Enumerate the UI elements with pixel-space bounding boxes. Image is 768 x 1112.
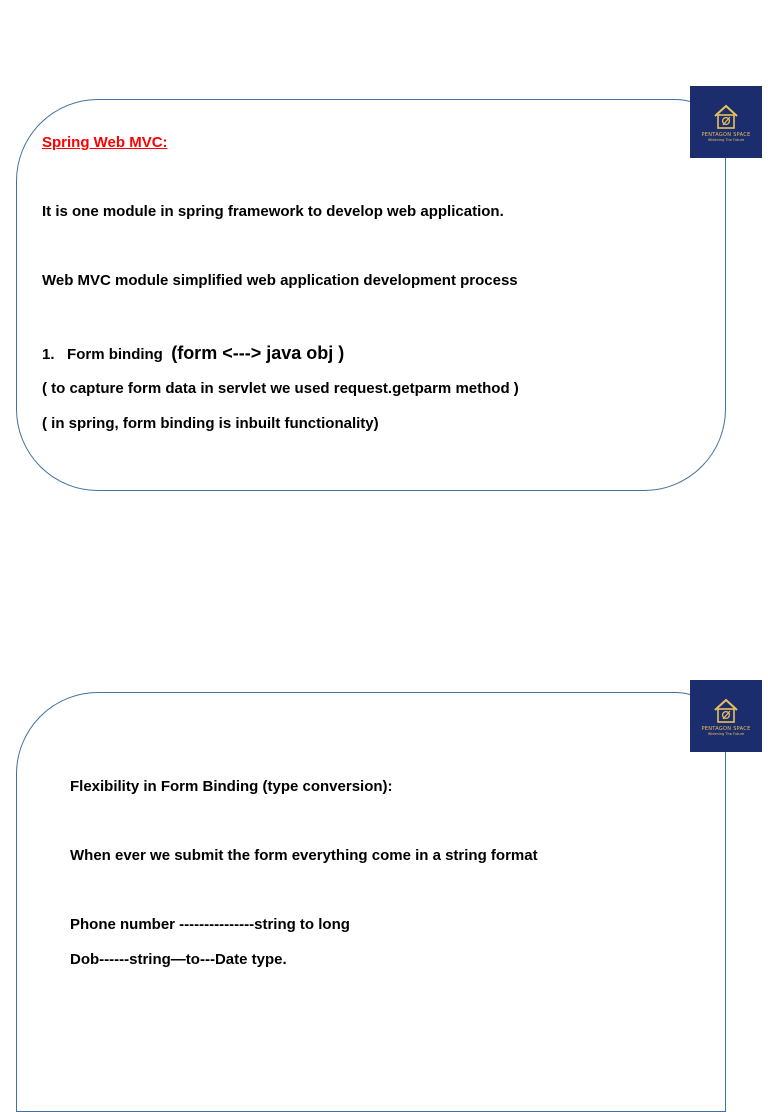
slide1-heading: Spring Web MVC:: [42, 134, 168, 151]
logo-tagline: Widening The Future: [707, 137, 745, 142]
slide1-line1: It is one module in spring framework to develop web application.: [42, 203, 504, 220]
slide1-line2: Web MVC module simplified web application development process: [42, 272, 518, 289]
slide-2: [16, 692, 726, 1112]
logo-name: PENTAGON SPACE: [701, 725, 751, 732]
pentagon-space-logo: [690, 86, 762, 158]
slide1-note2: ( in spring, form binding is inbuilt functionality): [42, 415, 379, 432]
logo-tagline: Widening The Future: [707, 731, 745, 736]
list-item-label: Form binding: [67, 346, 163, 363]
pentagon-house-icon: [711, 697, 741, 725]
slide1-note1: ( to capture form data in servlet we used request.getparm method ): [42, 380, 519, 397]
list-number: 1.: [42, 346, 55, 363]
list-item-detail: (form <---> java obj ): [171, 343, 345, 363]
slide1-list-item: [42, 343, 344, 365]
slide2-line3: Dob------string—to---Date type.: [70, 951, 287, 968]
slide2-heading: Flexibility in Form Binding (type conversion):: [70, 778, 393, 795]
logo-name: PENTAGON SPACE: [701, 131, 751, 138]
pentagon-house-icon: [711, 103, 741, 131]
slide2-line2: Phone number ---------------string to long: [70, 916, 350, 933]
pentagon-space-logo: [690, 680, 762, 752]
slide2-line1: When ever we submit the form everything come in a string format: [70, 847, 538, 864]
